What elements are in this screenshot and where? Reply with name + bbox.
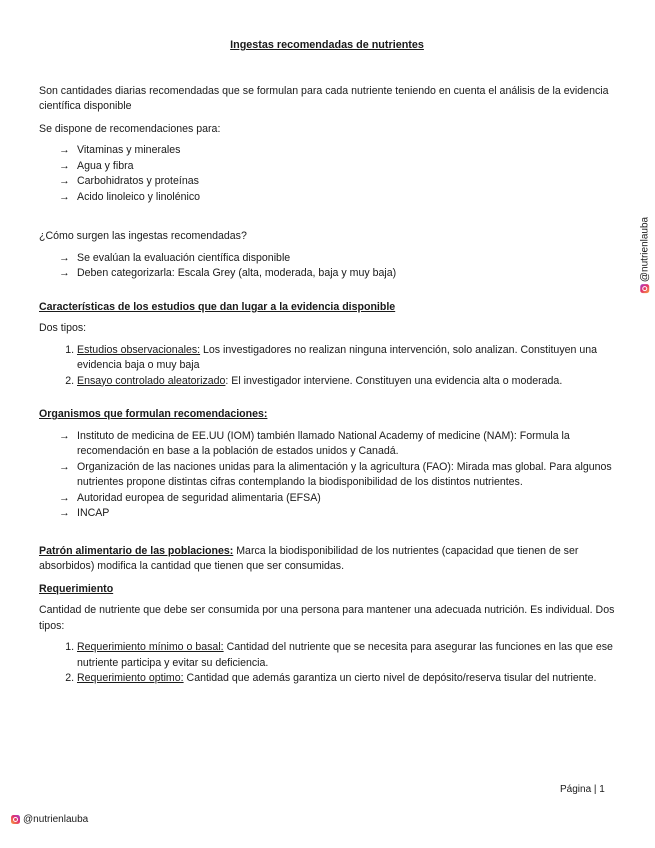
- arrow-icon: →: [59, 175, 70, 187]
- question-line: ¿Cómo surgen las ingestas recomendadas?: [39, 230, 247, 242]
- requirement-list: [39, 640, 615, 687]
- footer-handle: [11, 812, 88, 828]
- arrow-icon: →: [59, 507, 70, 519]
- list-item: → Instituto de medicina de EE.UU (IOM) también llamado National Academy of medicine (NAM): Formula la recomendación en base a la población de estados unidos y Canadá.: [59, 429, 570, 457]
- list-item: 1. Requerimiento mínimo o basal: Cantidad del nutriente que se necesita para asegurar las funciones en las que ese nutriente participa y evitar su deficiencia.: [77, 640, 615, 671]
- list-item: → Autoridad europea de seguridad alimentaria (EFSA): [59, 491, 615, 507]
- list-item: → Se evalúan la evaluación científica disponible: [59, 251, 615, 267]
- orgs-list: [39, 429, 615, 522]
- page-number: Página | 1: [560, 784, 605, 795]
- arrow-icon: →: [59, 460, 70, 473]
- footer-handle-text: @nutrienlauba: [23, 814, 89, 825]
- side-handle: @nutrienlauba: [639, 216, 651, 283]
- instagram-icon: [641, 284, 650, 293]
- arrow-icon: →: [59, 159, 70, 172]
- studies-intro: Dos tipos:: [39, 322, 87, 334]
- arrow-icon: →: [59, 144, 70, 156]
- arrow-icon: →: [59, 190, 70, 203]
- arrow-icon: →: [59, 251, 70, 264]
- how-list: [39, 251, 615, 282]
- list-item: 1. Estudios observacionales: Los investigadores no realizan ninguna intervención, solo analizan. Constituyen una evidencia baja o muy baja: [77, 343, 615, 374]
- recs-list: [39, 143, 615, 205]
- intro-paragraph: Son cantidades diarias recomendadas que se formulan para cada nutriente teniendo en cuenta el análisis de la evidencia científica disponible: [39, 84, 609, 112]
- recs-intro: Se dispone de recomendaciones para:: [39, 122, 221, 135]
- list-item: 2. Ensayo controlado aleatorizado: El investigador interviene. Constituyen una evidencia alta o moderada.: [77, 374, 615, 390]
- arrow-icon: →: [59, 429, 70, 442]
- list-item: → Vitaminas y minerales: [59, 143, 615, 159]
- document-page: [39, 38, 615, 687]
- list-item: → Agua y fibra: [59, 159, 615, 175]
- orgs-heading: Organismos que formulan recomendaciones:: [39, 408, 268, 420]
- list-item: → Deben categorizarla: Escala Grey (alta, moderada, baja y muy baja): [59, 266, 615, 282]
- instagram-icon: [11, 815, 20, 824]
- requirement-intro: Cantidad de nutriente que debe ser consumida por una persona para mantener una adecuada nutrición. Es individual. Dos tipos:: [39, 604, 615, 632]
- studies-heading: Características de los estudios que dan lugar a la evidencia disponible: [39, 300, 396, 313]
- pattern-paragraph: Patrón alimentario de las poblaciones: Marca la biodisponibilidad de los nutrientes (capacidad que tienen de ser absorbidos) modifica la cantidad que tienen que ser consumidas.: [39, 544, 579, 572]
- list-item: → INCAP: [59, 506, 615, 522]
- arrow-icon: →: [59, 267, 70, 279]
- list-item: → Carbohidratos y proteínas: [59, 174, 615, 190]
- page-title: Ingestas recomendadas de nutrientes: [230, 39, 424, 51]
- list-item: → Acido linoleico y linolénico: [59, 190, 615, 206]
- requirement-heading: Requerimiento: [39, 582, 114, 595]
- list-item: → Organización de las naciones unidas para la alimentación y la agricultura (FAO): Mirada mas global. Para algunos nutrientes propone distintas cifras contemplando la biodisponibilidad de los distintos nutrientes.: [59, 460, 612, 488]
- studies-list: [39, 343, 615, 390]
- list-item: 2. Requerimiento optimo: Cantidad que además garantiza un cierto nivel de depósito/reserva tisular del nutriente.: [77, 671, 615, 687]
- side-watermark: [638, 210, 652, 300]
- arrow-icon: →: [59, 491, 70, 504]
